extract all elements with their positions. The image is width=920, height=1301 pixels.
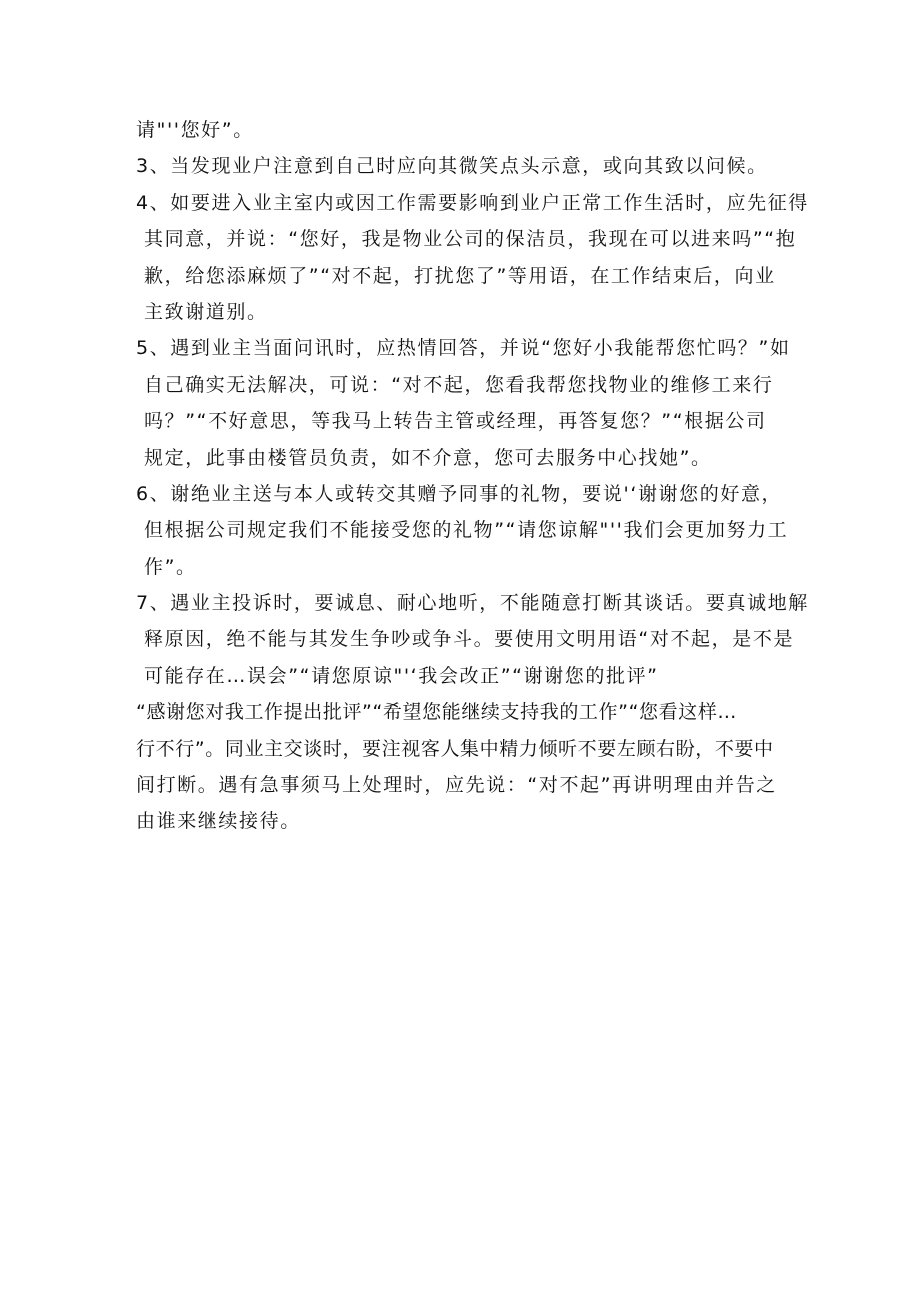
text-line: 可能存在…误会”“请您原谅"'‘我会改正”“谢谢您的批评” — [144, 664, 659, 687]
text-line: 4、如要进入业主室内或因工作需要影响到业户正常工作生活时，应先征得 — [136, 191, 809, 214]
text-line: 6、谢绝业主送与本人或转交其赠予同事的礼物，要说'‘谢谢您的好意， — [136, 482, 783, 505]
text-line: 3、当发现业户注意到自己时应向其微笑点头示意，或向其致以问候。 — [136, 155, 768, 178]
text-line: 主致谢道别。 — [144, 300, 268, 323]
document-body — [136, 112, 809, 840]
text-line: 作”。 — [144, 555, 197, 578]
text-line: 5、遇到业主当面问讯时，应热情回答，并说“您好小我能帮您忙吗？”如 — [136, 337, 791, 360]
text-line: 请"''您好”。 — [136, 119, 254, 141]
text-line: 歉，给您添麻烦了”“对不起，打扰您了”等用语，在工作结束后，向业 — [144, 264, 776, 287]
text-line: 吗？”“不好意思，等我马上转告主管或经理，再答复您？”“根据公司 — [144, 410, 767, 433]
text-line: 规定，此事由楼管员负责，如不介意，您可去服务中心找她”。 — [144, 446, 712, 469]
text-line: 间打断。遇有急事须马上处理时，应先说：“对不起”再讲明理由并告之 — [136, 774, 777, 797]
text-line: 释原因，绝不能与其发生争吵或争斗。要使用文明用语“对不起，是不是 — [144, 628, 795, 651]
text-line: 由谁来继续接待。 — [136, 810, 301, 833]
text-line: 但根据公司规定我们不能接受您的礼物”“请您谅解"''我们会更加努力工 — [144, 519, 789, 542]
text-line: “感谢您对我工作提出批评”“希望您能继续支持我的工作”“您看这样… — [136, 701, 738, 724]
text-line: 自己确实无法解决，可说：“对不起，您看我帮您找物业的维修工来行 — [144, 373, 774, 396]
text-line: 其同意，并说：“您好，我是物业公司的保洁员，我现在可以进来吗”“抱 — [144, 228, 797, 251]
text-line: 行不行”。同业主交谈时，要注视客人集中精力倾听不要左顾右盼，不要中 — [136, 737, 774, 760]
text-line: 7、遇业主投诉时，要诚息、耐心地听，不能随意打断其谈话。要真诚地解 — [136, 592, 809, 615]
